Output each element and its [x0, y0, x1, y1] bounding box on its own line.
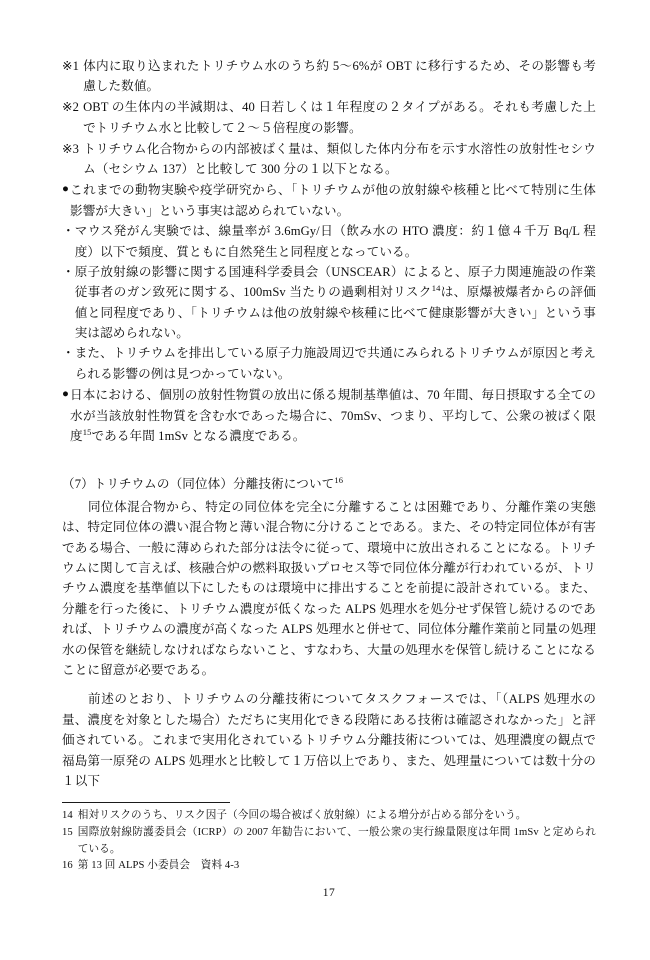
- bullet-item: [62, 385, 596, 446]
- note-text: 体内に取り込まれたトリチウム水のうち約 5～6%が OBT に移行するため、その影響も考慮した数値。: [83, 59, 596, 94]
- document-body: [62, 56, 596, 903]
- footnote-number: 15: [62, 827, 73, 839]
- bullet-marker: ●: [62, 388, 70, 401]
- bullet-item: [62, 180, 596, 221]
- footnote-ref-15: 15: [82, 426, 92, 437]
- bullet-text-part: 日本における、個別の放射性物質の放出に係る規制基準値は、70 年間、毎日摂取する全ての水が当該放射性物質を含む水であった場合に、70mSv、つまり、平均して、公衆の被ばく限度: [70, 388, 596, 444]
- dot-text: [75, 262, 596, 344]
- dot-text: また、トリチウムを排出している原子力施設周辺で共通にみられるトリチウムが原因と考えられる影響の例は見つかっていない。: [74, 346, 596, 381]
- footnote-text: 相対リスクのうち、リスク因子（今回の場合被ばく放射線）による増分が占める部分をいう。: [77, 810, 527, 822]
- bullet-text: [70, 385, 596, 446]
- dot-text-part: 原子放射線の影響に関する国連科学委員会（UNSCEAR）によると、原子力関連施設の作業従事者のガン致死に関する、100mSv 当たりの過剰相対リスク: [74, 264, 596, 300]
- page-number: 17: [322, 887, 336, 900]
- footnote-number: 16: [62, 860, 73, 872]
- section-paragraph: 前述のとおり、トリチウムの分離技術についてタスクフォースでは、「（ALPS 処理水の量、濃度を対象とした場合）ただちに実用化できる段階にある技術は確認されなかった」と評価されている。これまで実用化されているトリチウム分離技術については、処理濃度の観点で福島第一原発の ALPS 処理水と比較して１万倍以上であり、また、処理量については数十分の１以下: [62, 692, 596, 788]
- footnote-item: [62, 858, 596, 875]
- footnote-text: 第 13 回 ALPS 小委員会 資料 4-3: [77, 860, 240, 872]
- bullet-marker: ●: [62, 183, 70, 196]
- dot-marker: ・: [62, 264, 75, 279]
- footnote-ref-14: 14: [431, 283, 441, 294]
- note-text: OBT の生体内の半減期は、40 日若しくは１年程度の２タイプがある。それも考慮した上でトリチウム水と比較して２～５倍程度の影響。: [83, 100, 596, 135]
- dot-item: [62, 262, 596, 344]
- dot-text-part: は、原爆被爆者からの評価値と同程度であり、「トリチウムは他の放射線や核種に比べて健康影響が大きい」という事実は認められない。: [74, 285, 597, 341]
- note-marker: ※3: [62, 141, 80, 156]
- footnote-divider: [62, 802, 230, 803]
- section-heading-text: （7）トリチウムの（同位体）分離技術について: [62, 477, 335, 492]
- section-paragraph: 同位体混合物から、特定の同位体を完全に分離することは困難であり、分離作業の実態は、特定同位体の濃い混合物と薄い混合物に分けることである。また、その特定同位体が有害である場合、一般に薄められた部分は法令に従って、環境中に放出されることになる。トリチウムに関して言えば、核融合炉の燃料取扱いプロセス等で同位体分離が行われているが、トリチウム濃度を基準値以下にしたものは環境中に排出することを前提に設計されている。また、分離を行った後に、トリチウム濃度が低くなった ALPS 処理水を処分せず保管し続けるのであれば、トリチウムの濃度が高くなった ALPS 処理水と併せて、同位体分離作業前と同量の処理水の保管を継続しなければならないこと、すなわち、大量の処理水を保管し続けることになることに留意が必要である。: [62, 499, 596, 677]
- dot-item: [62, 221, 596, 262]
- footnote-text: 国際放射線防護委員会（ICRP）の 2007 年勧告において、一般公衆の実行線量限度は年間 1mSv と定められている。: [77, 827, 596, 855]
- note-item: [62, 56, 596, 97]
- paragraph-spacer: [62, 680, 596, 689]
- dot-marker: ・: [62, 346, 75, 361]
- note-item: [62, 97, 596, 138]
- footnote-item: [62, 825, 596, 858]
- note-item: [62, 139, 596, 180]
- dot-text: マウス発がん実験では、線量率が 3.6mGy/日（飲み水の HTO 濃度：約１億４千万 Bq/L 程度）以下で頻度、質ともに自然発生と同程度となっている。: [74, 224, 596, 259]
- bullet-text-part: である年間 1mSv となる濃度である。: [91, 429, 306, 444]
- section-spacer: [62, 446, 596, 459]
- note-text: トリチウム化合物からの内部被ばく量は、類似した体内分布を示す水溶性の放射性セシウム（セシウム 137）と比較して 300 分の１以下となる。: [83, 141, 596, 176]
- footnote-ref-16: 16: [334, 475, 344, 486]
- footnote-item: [62, 808, 596, 825]
- bullet-text: これまでの動物実験や疫学研究から、「トリチウムが他の放射線や核種と比べて特別に生体影響が大きい」という事実は認められていない。: [70, 183, 596, 218]
- footnote-number: 14: [62, 810, 73, 822]
- dot-marker: ・: [62, 224, 75, 239]
- footnote-list: [62, 808, 596, 875]
- dot-item: [62, 343, 596, 384]
- note-marker: ※2: [62, 100, 80, 115]
- section-heading: [62, 474, 596, 494]
- note-marker: ※1: [62, 59, 80, 73]
